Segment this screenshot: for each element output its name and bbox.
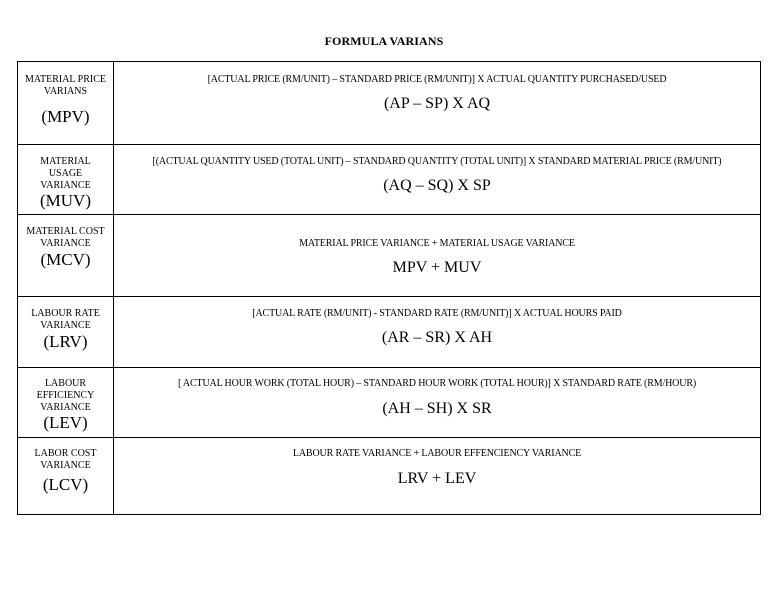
table-row — [18, 145, 761, 215]
term-abbreviation: (LRV) — [43, 332, 88, 351]
formula-short: (AQ – SQ) X SP — [383, 177, 491, 194]
formula-short: (AP – SP) X AQ — [383, 95, 491, 112]
formula-text: MATERIAL PRICE VARIANCE + MATERIAL USAGE VARIANCE — [299, 238, 575, 249]
table-row — [18, 368, 761, 438]
term-cell — [18, 297, 114, 368]
term-abbreviation: (MCV) — [40, 250, 91, 269]
formula-short: (AH – SH) X SR — [382, 400, 492, 417]
term-abbreviation: (LEV) — [43, 413, 88, 432]
table-row — [18, 215, 761, 297]
formula-short: LRV + LEV — [397, 470, 477, 487]
formula-text: [(ACTUAL QUANTITY USED (TOTAL UNIT) – STANDARD QUANTITY (TOTAL UNIT)] X STANDARD MATERIAL PRICE (RM/UNIT) — [152, 156, 722, 167]
formula-cell — [114, 297, 761, 368]
term-label: LABOR COST VARIANCE — [34, 448, 97, 471]
term-label: LABOUR EFFICIENCY VARIANCE — [36, 378, 95, 413]
formula-cell — [114, 145, 761, 215]
formula-text: [ ACTUAL HOUR WORK (TOTAL HOUR) – STANDARD HOUR WORK (TOTAL HOUR)] X STANDARD RATE (RM/HOUR) — [177, 378, 697, 389]
term-abbreviation: (MUV) — [40, 191, 91, 210]
formula-cell — [114, 215, 761, 297]
table-row — [18, 438, 761, 515]
formula-cell — [114, 368, 761, 438]
formula-short: MPV + MUV — [392, 259, 482, 276]
table-row — [18, 297, 761, 368]
formula-cell — [114, 62, 761, 145]
term-label: MATERIAL PRICE VARIANS — [24, 74, 107, 97]
formula-text: [ACTUAL RATE (RM/UNIT) - STANDARD RATE (RM/UNIT)] X ACTUAL HOURS PAID — [252, 308, 622, 319]
term-cell — [18, 215, 114, 297]
term-label: MATERIAL COST VARIANCE — [26, 226, 105, 249]
term-cell — [18, 438, 114, 515]
term-label: MATERIAL USAGE VARIANCE — [40, 156, 91, 191]
term-cell — [18, 368, 114, 438]
term-abbreviation: (LCV) — [42, 475, 89, 494]
term-abbreviation: (MPV) — [41, 107, 90, 126]
term-cell — [18, 62, 114, 145]
formula-cell — [114, 438, 761, 515]
table-row — [18, 62, 761, 145]
term-cell — [18, 145, 114, 215]
formula-short: (AR – SR) X AH — [381, 329, 493, 346]
formula-text: LABOUR RATE VARIANCE + LABOUR EFFENCIENCY VARIANCE — [292, 448, 582, 459]
formula-table — [17, 61, 761, 515]
term-label: LABOUR RATE VARIANCE — [31, 308, 100, 331]
formula-text: [ACTUAL PRICE (RM/UNIT) – STANDARD PRICE (RM/UNIT)] X ACTUAL QUANTITY PURCHASED/USED — [207, 74, 667, 85]
document-title: FORMULA VARIANS — [324, 34, 444, 48]
